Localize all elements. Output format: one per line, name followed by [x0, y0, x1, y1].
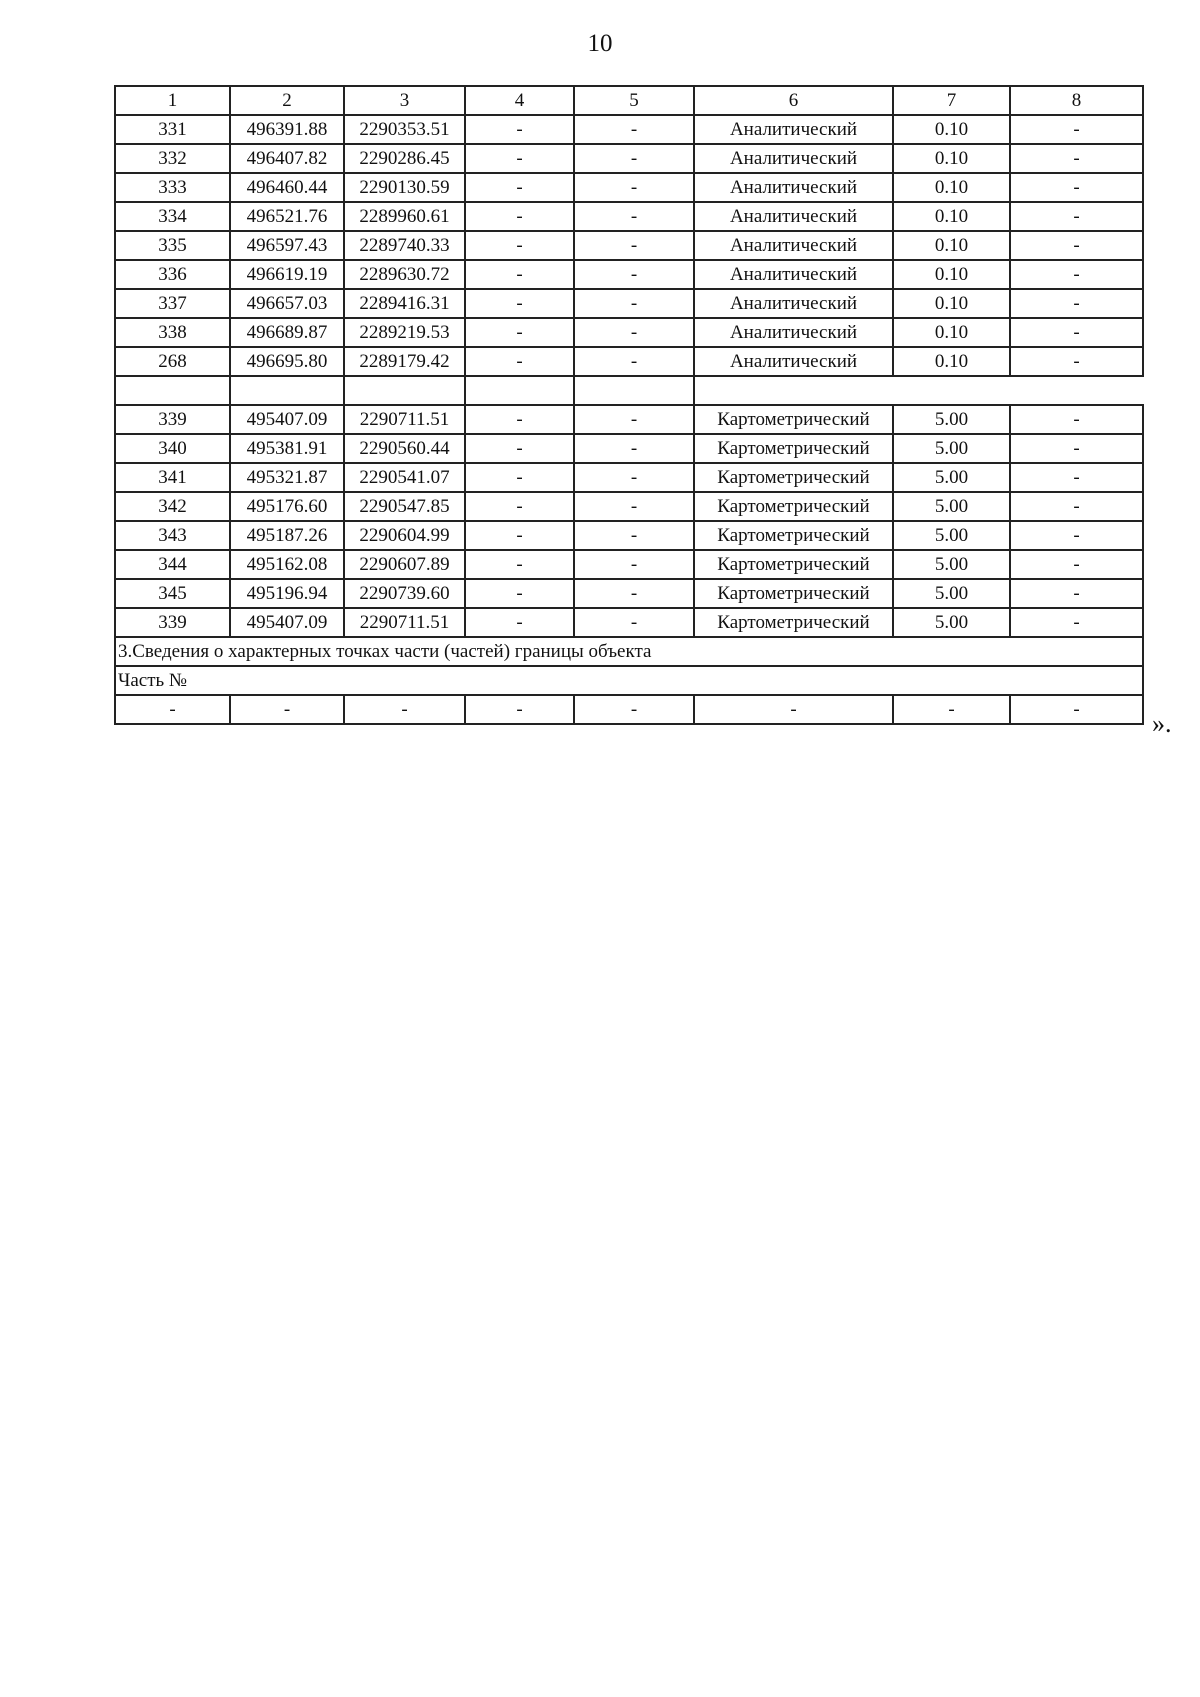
- cell-col-2: 495407.09: [230, 405, 344, 434]
- cell-col-5: -: [574, 202, 694, 231]
- empty-cell: [574, 376, 694, 405]
- cell-col-8: -: [1010, 202, 1143, 231]
- cell-col-4: -: [465, 579, 574, 608]
- cell-col-7: 5.00: [893, 405, 1010, 434]
- cell-col-5: -: [574, 405, 694, 434]
- cell-col-4: -: [465, 144, 574, 173]
- cell-col-6: 6: [694, 86, 893, 115]
- cell-col-6: Аналитический: [694, 289, 893, 318]
- cell-col-2: 495196.94: [230, 579, 344, 608]
- cell-col-5: -: [574, 579, 694, 608]
- cell-col-1: 338: [115, 318, 230, 347]
- cell-col-1: 336: [115, 260, 230, 289]
- empty-cell: [230, 376, 344, 405]
- cell-col-8: -: [1010, 231, 1143, 260]
- cell-col-8: -: [1010, 173, 1143, 202]
- cell-col-6: Аналитический: [694, 231, 893, 260]
- cell-col-6: Картометрический: [694, 608, 893, 637]
- cell-col-2: 495381.91: [230, 434, 344, 463]
- table-row: [115, 492, 1143, 521]
- cell-col-7: 0.10: [893, 318, 1010, 347]
- cell-col-2: 495321.87: [230, 463, 344, 492]
- cell-col-4: -: [465, 231, 574, 260]
- table-row: [115, 521, 1143, 550]
- cell-col-3: -: [344, 695, 465, 724]
- cell-col-7: 0.10: [893, 115, 1010, 144]
- cell-col-8: 8: [1010, 86, 1143, 115]
- cell-col-2: 495407.09: [230, 608, 344, 637]
- cell-col-6: Аналитический: [694, 260, 893, 289]
- cell-col-6: Аналитический: [694, 347, 893, 376]
- table-row: [115, 608, 1143, 637]
- cell-col-1: 337: [115, 289, 230, 318]
- cell-col-2: 496391.88: [230, 115, 344, 144]
- cell-col-6: Аналитический: [694, 173, 893, 202]
- cell-col-4: -: [465, 260, 574, 289]
- cell-col-1: 339: [115, 608, 230, 637]
- cell-col-6: Картометрический: [694, 521, 893, 550]
- cell-col-4: -: [465, 550, 574, 579]
- table-row: [115, 550, 1143, 579]
- section-3-title-row: [115, 637, 1143, 666]
- cell-col-8: -: [1010, 115, 1143, 144]
- cell-col-3: 2290711.51: [344, 405, 465, 434]
- table-row: [115, 579, 1143, 608]
- cell-col-8: -: [1010, 260, 1143, 289]
- cell-col-4: -: [465, 173, 574, 202]
- cell-col-7: 5.00: [893, 434, 1010, 463]
- cell-col-8: -: [1010, 289, 1143, 318]
- cell-col-8: -: [1010, 318, 1143, 347]
- cell-col-7: 5.00: [893, 579, 1010, 608]
- cell-col-4: -: [465, 463, 574, 492]
- header-row: [115, 86, 1143, 115]
- cell-col-2: 496695.80: [230, 347, 344, 376]
- cell-col-3: 2289740.33: [344, 231, 465, 260]
- cell-col-7: 0.10: [893, 202, 1010, 231]
- part-number-label: Часть №: [115, 666, 1143, 695]
- cell-col-3: 2289960.61: [344, 202, 465, 231]
- cell-col-1: -: [115, 695, 230, 724]
- cell-col-7: 0.10: [893, 260, 1010, 289]
- cell-col-6: Аналитический: [694, 144, 893, 173]
- table-row: [115, 434, 1143, 463]
- cell-col-7: 0.10: [893, 231, 1010, 260]
- cell-col-3: 2290739.60: [344, 579, 465, 608]
- cell-col-5: -: [574, 695, 694, 724]
- cell-col-6: Картометрический: [694, 463, 893, 492]
- cell-col-7: 5.00: [893, 608, 1010, 637]
- cell-col-2: 2: [230, 86, 344, 115]
- cell-col-6: Картометрический: [694, 434, 893, 463]
- cell-col-1: 343: [115, 521, 230, 550]
- cell-col-1: 334: [115, 202, 230, 231]
- cell-col-6: Аналитический: [694, 318, 893, 347]
- cell-col-1: 331: [115, 115, 230, 144]
- cell-col-3: 2289416.31: [344, 289, 465, 318]
- cell-col-7: 0.10: [893, 144, 1010, 173]
- closing-quote: ».: [1152, 709, 1172, 738]
- cell-col-8: -: [1010, 347, 1143, 376]
- cell-col-5: -: [574, 608, 694, 637]
- cell-col-8: -: [1010, 405, 1143, 434]
- cell-col-1: 345: [115, 579, 230, 608]
- page-number: 10: [587, 30, 613, 57]
- part-number-label-row: [115, 666, 1143, 695]
- cell-col-2: -: [230, 695, 344, 724]
- cell-col-5: -: [574, 492, 694, 521]
- cell-col-1: 344: [115, 550, 230, 579]
- cell-col-3: 3: [344, 86, 465, 115]
- cell-col-3: 2290541.07: [344, 463, 465, 492]
- cell-col-5: -: [574, 231, 694, 260]
- cell-col-6: Аналитический: [694, 115, 893, 144]
- coordinates-table: [114, 85, 1144, 725]
- cell-col-4: -: [465, 521, 574, 550]
- cell-col-8: -: [1010, 521, 1143, 550]
- table-row: [115, 115, 1143, 144]
- cell-col-4: -: [465, 289, 574, 318]
- cell-col-7: 0.10: [893, 173, 1010, 202]
- cell-col-6: Аналитический: [694, 202, 893, 231]
- cell-col-2: 496657.03: [230, 289, 344, 318]
- cell-col-4: -: [465, 608, 574, 637]
- cell-col-1: 340: [115, 434, 230, 463]
- table-row: [115, 173, 1143, 202]
- cell-col-5: -: [574, 115, 694, 144]
- cell-col-3: 2290286.45: [344, 144, 465, 173]
- cell-col-5: -: [574, 434, 694, 463]
- cell-col-5: -: [574, 289, 694, 318]
- cell-col-8: -: [1010, 144, 1143, 173]
- cell-col-6: Картометрический: [694, 579, 893, 608]
- table-row: [115, 289, 1143, 318]
- cell-col-3: 2290130.59: [344, 173, 465, 202]
- cell-col-4: -: [465, 115, 574, 144]
- cell-col-1: 1: [115, 86, 230, 115]
- empty-cell: [115, 376, 230, 405]
- cell-col-3: 2289630.72: [344, 260, 465, 289]
- table-row: [115, 318, 1143, 347]
- cell-col-8: -: [1010, 608, 1143, 637]
- cell-col-1: 335: [115, 231, 230, 260]
- table-row: [115, 405, 1143, 434]
- cell-col-7: 0.10: [893, 289, 1010, 318]
- cell-col-3: 2290547.85: [344, 492, 465, 521]
- cell-col-4: -: [465, 202, 574, 231]
- empty-cell: [694, 376, 1143, 405]
- cell-col-1: 339: [115, 405, 230, 434]
- cell-col-2: 495187.26: [230, 521, 344, 550]
- empty-cell: [344, 376, 465, 405]
- cell-col-1: 341: [115, 463, 230, 492]
- cell-col-6: Картометрический: [694, 550, 893, 579]
- cell-col-5: -: [574, 173, 694, 202]
- cell-col-3: 2290711.51: [344, 608, 465, 637]
- cell-col-5: -: [574, 521, 694, 550]
- cell-col-3: 2289219.53: [344, 318, 465, 347]
- cell-col-3: 2289179.42: [344, 347, 465, 376]
- cell-col-2: 496689.87: [230, 318, 344, 347]
- cell-col-4: -: [465, 434, 574, 463]
- table-row: [115, 260, 1143, 289]
- spacer-row: [115, 376, 1143, 405]
- cell-col-2: 496460.44: [230, 173, 344, 202]
- cell-col-8: -: [1010, 695, 1143, 724]
- cell-col-2: 496619.19: [230, 260, 344, 289]
- cell-col-2: 496597.43: [230, 231, 344, 260]
- table-row: [115, 231, 1143, 260]
- cell-col-6: -: [694, 695, 893, 724]
- cell-col-1: 342: [115, 492, 230, 521]
- cell-col-7: 0.10: [893, 347, 1010, 376]
- cell-col-7: 7: [893, 86, 1010, 115]
- cell-col-1: 333: [115, 173, 230, 202]
- cell-col-5: -: [574, 144, 694, 173]
- cell-col-7: 5.00: [893, 550, 1010, 579]
- cell-col-4: -: [465, 695, 574, 724]
- cell-col-5: -: [574, 550, 694, 579]
- cell-col-2: 496407.82: [230, 144, 344, 173]
- cell-col-4: -: [465, 405, 574, 434]
- empty-part-row: [115, 695, 1143, 724]
- table-row: [115, 202, 1143, 231]
- cell-col-2: 495176.60: [230, 492, 344, 521]
- cell-col-6: Картометрический: [694, 405, 893, 434]
- cell-col-7: -: [893, 695, 1010, 724]
- cell-col-3: 2290604.99: [344, 521, 465, 550]
- cell-col-1: 332: [115, 144, 230, 173]
- cell-col-4: -: [465, 318, 574, 347]
- cell-col-3: 2290353.51: [344, 115, 465, 144]
- cell-col-4: 4: [465, 86, 574, 115]
- cell-col-8: -: [1010, 492, 1143, 521]
- cell-col-2: 496521.76: [230, 202, 344, 231]
- cell-col-4: -: [465, 492, 574, 521]
- cell-col-1: 268: [115, 347, 230, 376]
- cell-col-7: 5.00: [893, 463, 1010, 492]
- table-row: [115, 463, 1143, 492]
- cell-col-5: -: [574, 318, 694, 347]
- cell-col-3: 2290560.44: [344, 434, 465, 463]
- section-3-title: 3.Сведения о характерных точках части (частей) границы объекта: [115, 637, 1143, 666]
- cell-col-5: 5: [574, 86, 694, 115]
- cell-col-8: -: [1010, 434, 1143, 463]
- cell-col-8: -: [1010, 579, 1143, 608]
- cell-col-4: -: [465, 347, 574, 376]
- cell-col-3: 2290607.89: [344, 550, 465, 579]
- table-row: [115, 347, 1143, 376]
- table-row: [115, 144, 1143, 173]
- empty-cell: [465, 376, 574, 405]
- cell-col-6: Картометрический: [694, 492, 893, 521]
- cell-col-5: -: [574, 260, 694, 289]
- cell-col-5: -: [574, 347, 694, 376]
- cell-col-2: 495162.08: [230, 550, 344, 579]
- cell-col-8: -: [1010, 550, 1143, 579]
- cell-col-7: 5.00: [893, 492, 1010, 521]
- cell-col-5: -: [574, 463, 694, 492]
- cell-col-8: -: [1010, 463, 1143, 492]
- cell-col-7: 5.00: [893, 521, 1010, 550]
